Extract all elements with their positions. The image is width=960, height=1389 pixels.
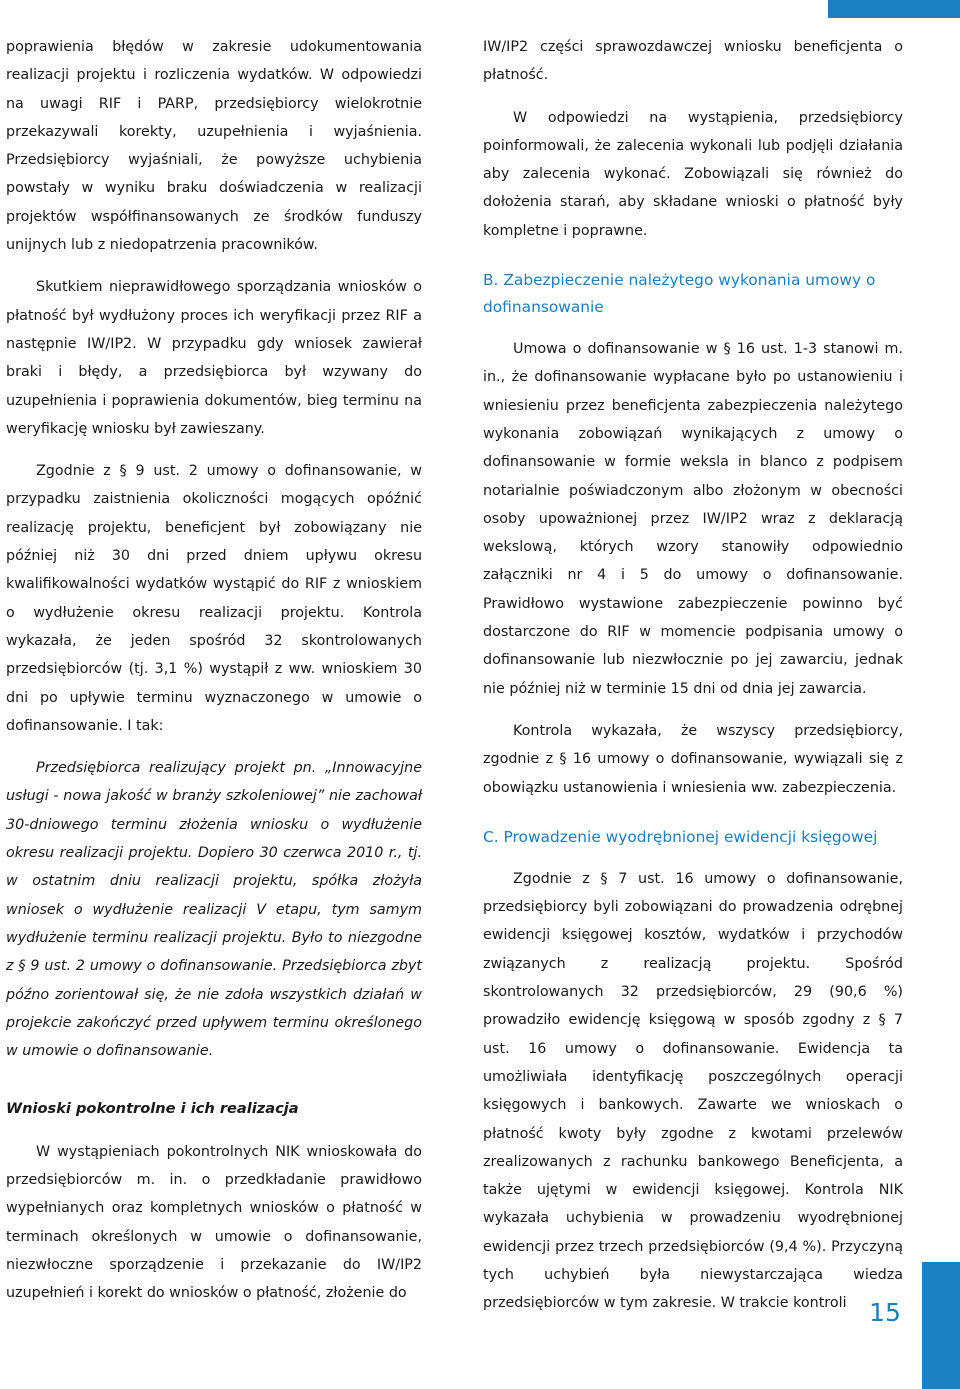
paragraph: W odpowiedzi na wystąpienia, przedsiębiorcy poinformowali, że zalecenia wykonali lub podjęli działania aby zalecenia wykonać. Zobowiązali się również do dołożenia starań, aby składane wnioski o płatność były kompletne i poprawne. bbox=[483, 109, 903, 239]
paragraph: poprawienia błędów w zakresie udokumentowania realizacji projektu i rozliczenia wydatków. W odpowiedzi na uwagi RIF i PARP, przedsiębiorcy wielokrotnie przekazywali korekty, uzupełnienia i wyjaśnienia. Przedsiębiorcy wyjaśniali, że powyższe uchybienia powstały w wyniku braku doświadczenia w realizacji projektów współfinansowanych ze środków funduszy unijnych lub z niedopatrzenia pracowników. bbox=[6, 39, 422, 254]
side-accent-bar bbox=[922, 1262, 960, 1389]
page-number: 15 bbox=[869, 1298, 901, 1327]
paragraph: Skutkiem nieprawidłowego sporządzania wniosków o płatność był wydłużony proces ich weryfikacji przez RIF a następnie IW/IP2. W przypadku gdy wniosek zawierał braki i błędy, a przedsiębiorca był wzywany do uzupełnienia i poprawienia dokumentów, bieg terminu na weryfikację wniosku był zawieszany. bbox=[6, 279, 422, 437]
paragraph: IW/IP2 części sprawozdawczej wniosku beneficjenta o płatność. bbox=[483, 39, 903, 84]
paragraph: W wystąpieniach pokontrolnych NIK wnioskowała do przedsiębiorców m. in. o przedkładanie prawidłowo wypełnianych oraz kompletnych wniosków o płatność w terminach określonych w umowie o dofinansowanie, niezwłoczne sporządzenie i przekazanie do IW/IP2 uzupełnień i korekt do wniosków o płatność, złożenie do bbox=[6, 1143, 422, 1302]
paragraph: Umowa o dofinansowanie w § 16 ust. 1-3 stanowi m. in., że dofinansowanie wypłacane było po ustanowieniu i wniesieniu przez beneficjenta zabezpieczenia należytego wykonania zobowiązań wynikających z umowy o dofinansowanie w formie weksla in blanco z podpisem notarialnie poświadczonym albo złożonym w obecności osoby upoważnionej przez IW/IP2 wraz z deklaracją wekslową, których wzory stanowiły odpowiednio załączniki nr 4 i 5 do umowy o dofinansowanie. Prawidłowo wystawione zabezpieczenie powinno być dostarczone do RIF w momencie podpisania umowy o dofinansowanie lub niezwłocznie po jej zawarciu, jednak nie później niż w terminie 15 dni od dnia jej zawarcia. bbox=[483, 341, 903, 697]
left-column bbox=[6, 33, 422, 1307]
section-heading-wnioski: Wnioski pokontrolne i ich realizacja bbox=[6, 1100, 299, 1118]
paragraph: Zgodnie z § 9 ust. 2 umowy o dofinansowanie, w przypadku zaistnienia okoliczności mogących opóźnić realizację projektu, beneficjent był zobowiązany nie później niż 30 dni przed dniem upływu okresu kwalifikowalności wydatków wystąpić do RIF z wnioskiem o wydłużenie okresu realizacji projektu. Kontrola wykazała, że jeden spośród 32 skontrolowanych przedsiębiorców (tj. 3,1 %) wystąpił z ww. wnioskiem 30 dni po upływie terminu wyznaczonego w umowie o dofinansowanie. I tak: bbox=[6, 463, 422, 734]
right-column bbox=[483, 33, 903, 1318]
paragraph: Zgodnie z § 7 ust. 16 umowy o dofinansowanie, przedsiębiorcy byli zobowiązani do prowadzenia odrębnej ewidencji księgowej kosztów, wydatków i przychodów związanych z realizacją projektu. Spośród skontrolowanych 32 przedsiębiorców, 29 (90,6 %) prowadziło ewidencję księgową w sposób zgodny z § 7 ust. 16 umowy o dofinansowanie. Ewidencja ta umożliwiała identyfikację poszczególnych operacji księgowych i bankowych. Zawarte we wnioskach o płatność kwoty były zgodne z kwotami przelewów zrealizowanych z rachunku bankowego Beneficjenta, a także ujętymi w ewidencji księgowej. Kontrola NIK wykazała uchybienia w prowadzeniu wyodrębnionej ewidencji przez trzech przedsiębiorców (9,4 %). Przyczyną tych uchybień była niewystarczająca wiedza przedsiębiorców w tym zakresie. W trakcie kontroli bbox=[483, 870, 903, 1312]
section-heading-b: B. Zabezpieczenie należytego wykonania umowy o dofinansowanie bbox=[483, 271, 876, 317]
top-accent-bar bbox=[828, 0, 960, 18]
case-example-paragraph: Przedsiębiorca realizujący projekt pn. „Innowacyjne usługi - nowa jakość w branży szkoleniowej” nie zachował 30-dniowego terminu złożenia wniosku o wydłużenie okresu realizacji projektu. Dopiero 30 czerwca 2010 r., tj. w ostatnim dniu realizacji projektu, spółka złożyła wniosek o wydłużenie realizacji V etapu, tym samym wydłużenie terminu realizacji projektu. Było to niezgodne z § 9 ust. 2 umowy o dofinansowanie. Przedsiębiorca zbyt późno zorientował się, że nie zdoła wszystkich działań w projekcie zakończyć przed upływem terminu określonego w umowie o dofinansowanie. bbox=[6, 760, 422, 1060]
paragraph: Kontrola wykazała, że wszyscy przedsiębiorcy, zgodnie z § 16 umowy o dofinansowanie, wywiązali się z obowiązku ustanowienia i wniesienia ww. zabezpieczenia. bbox=[483, 722, 903, 796]
section-heading-c: C. Prowadzenie wyodrębnionej ewidencji księgowej bbox=[483, 827, 878, 846]
